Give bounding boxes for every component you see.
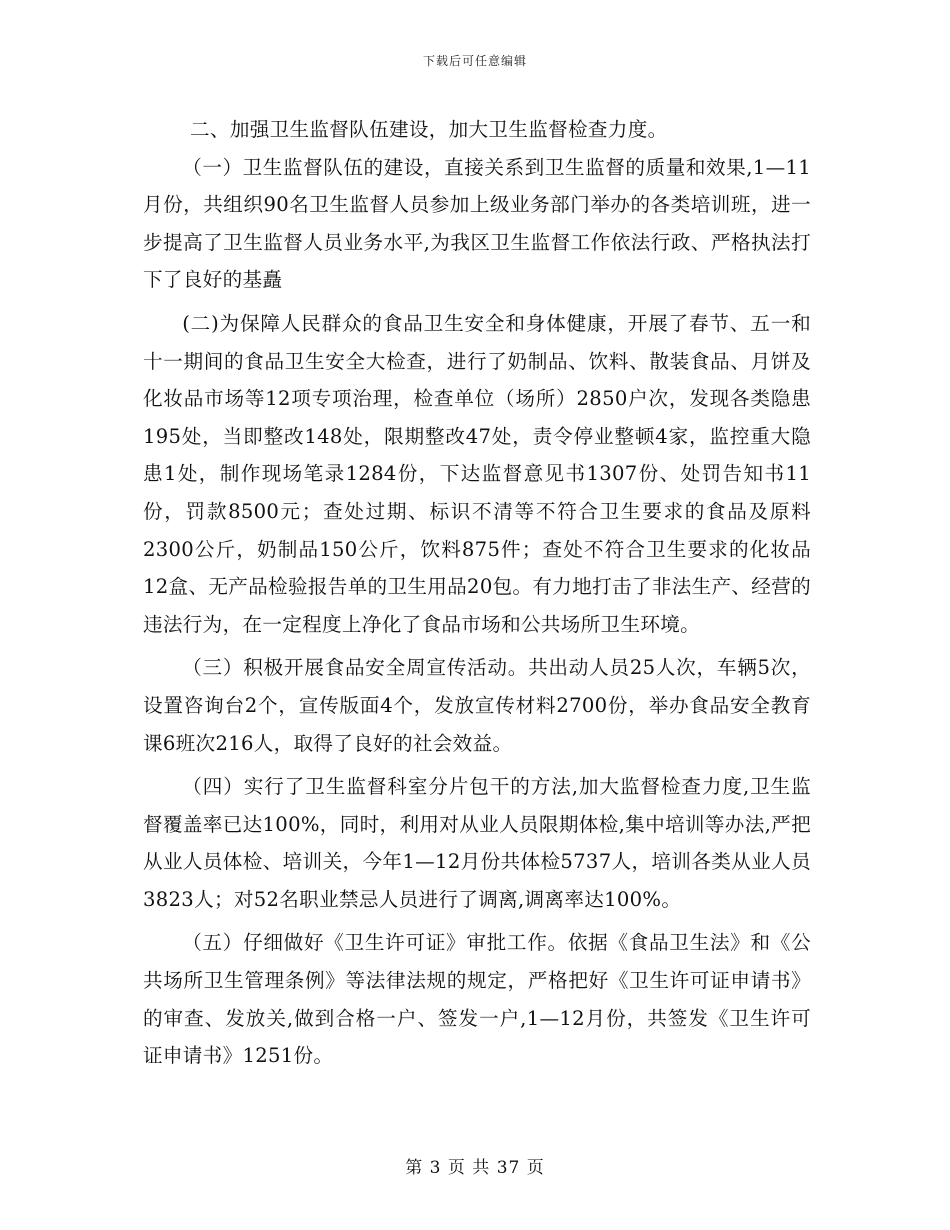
page-header: 下载后可任意编辑 bbox=[422, 54, 527, 68]
document-body bbox=[143, 111, 811, 1075]
section-heading: 二、加强卫生监督队伍建设，加大卫生监督检查力度。 bbox=[190, 118, 668, 141]
paragraph-1: （一）卫生监督队伍的建设，直接关系到卫生监督的质量和效果,1—11月份，共组织90名卫生监督人员参加上级业务部门举办的各类培训班，进一步提高了卫生监督人员业务水平,为我区卫生监督工作依法行政、严格执法打下了良好的基矗 bbox=[143, 155, 811, 292]
paragraph-4: （四）实行了卫生监督科室分片包干的方法,加大监督检查力度,卫生监督覆盖率已达100%，同时，利用对从业人员限期体检,集中培训等办法,严把从业人员体检、培训关，今年1—12月份共体检5737人，培训各类从业人员3823人；对52名职业禁忌人员进行了调离,调离率达100%。 bbox=[143, 775, 811, 911]
paragraph-2: (二)为保障人民群众的食品卫生安全和身体健康，开展了春节、五一和十一期间的食品卫生安全大检查，进行了奶制品、饮料、散装食品、月饼及化妆品市场等12项专项治理，检查单位（场所）2850户次，发现各类隐患195处，当即整改148处，限期整改47处，责令停业整顿4家，监控重大隐患1处，制作现场笔录1284份，下达监督意见书1307份、处罚告知书11份，罚款8500元；查处过期、标识不清等不符合卫生要求的食品及原料2300公斤，奶制品150公斤，饮料875件；查处不符合卫生要求的化妆品12盒、无产品检验报告单的卫生用品20包。有力地打击了非法生产、经营的违法行为，在一定程度上净化了食品市场和公共场所卫生环境。 bbox=[143, 311, 811, 636]
page-number-footer: 第 3 页 共 37 页 bbox=[405, 1158, 545, 1178]
paragraph-3: （三）积极开展食品安全周宣传活动。共出动人员25人次，车辆5次，设置咨询台2个，宣传版面4个，发放宣传材料2700份，举办食品安全教育课6班次216人，取得了良好的社会效益。 bbox=[143, 656, 811, 755]
paragraph-5: （五）仔细做好《卫生许可证》审批工作。依据《食品卫生法》和《公共场所卫生管理条例》等法律法规的规定，严格把好《卫生许可证申请书》的审查、发放关,做到合格一户、签发一户,1—12月份，共签发《卫生许可证申请书》1251份。 bbox=[143, 931, 811, 1068]
